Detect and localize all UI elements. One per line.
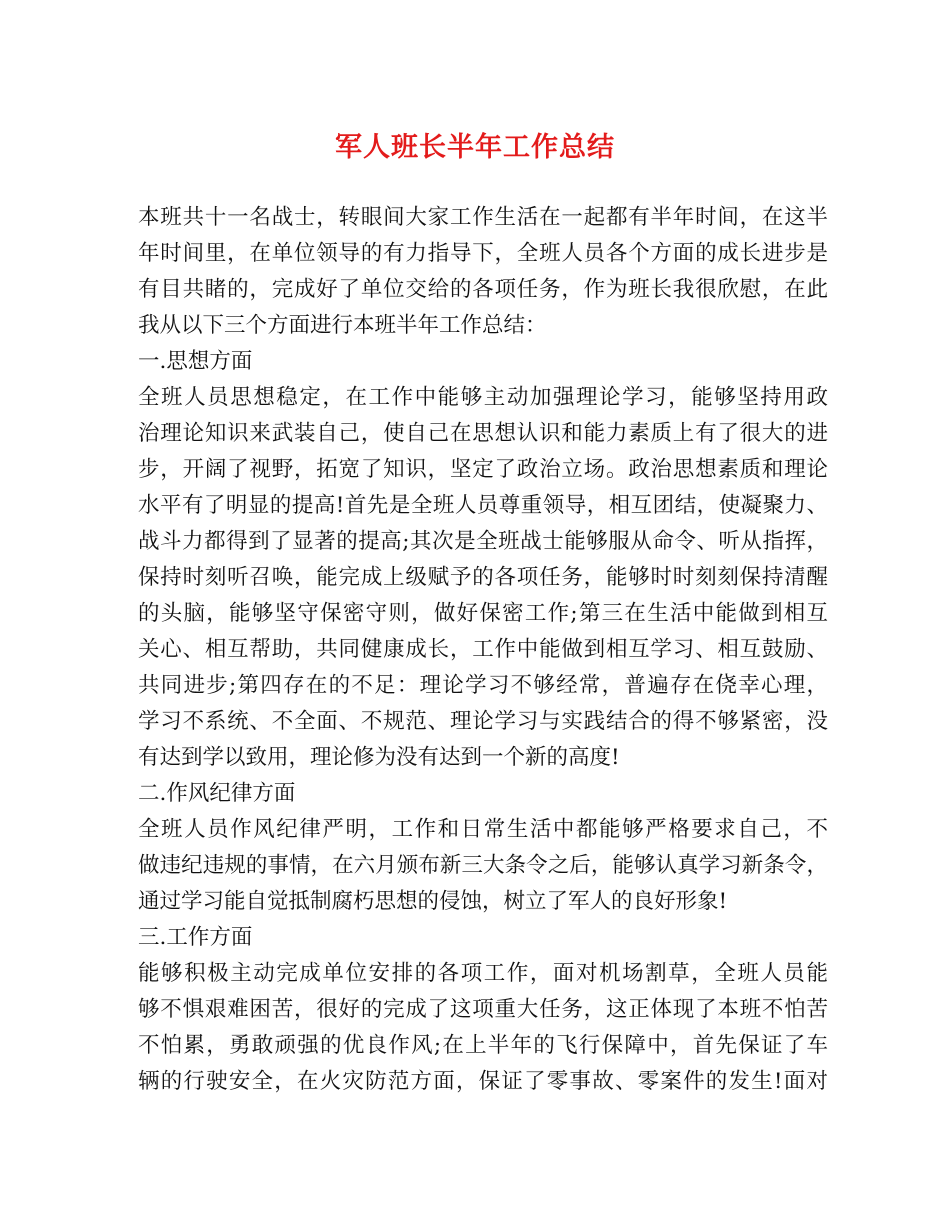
body-line: 能够积极主动完成单位安排的各项工作，面对机场割草，全班人员能: [138, 961, 828, 986]
section-heading: 一.思想方面: [138, 349, 253, 374]
body-line: 全班人员思想稳定，在工作中能够主动加强理论学习，能够坚持用政: [138, 385, 828, 410]
body-line: 做违纪违规的事情，在六月颁布新三大条令之后，能够认真学习新条令，: [138, 853, 828, 878]
body-line: 治理论知识来武装自己，使自己在思想认识和能力素质上有了很大的进: [138, 421, 828, 446]
body-line: 辆的行驶安全，在火灾防范方面，保证了零事故、零案件的发生!面对: [138, 1069, 828, 1094]
document-title: 军人班长半年工作总结: [335, 132, 615, 163]
body-line: 我从以下三个方面进行本班半年工作总结：: [138, 313, 547, 338]
body-line: 本班共十一名战士，转眼间大家工作生活在一起都有半年时间，在这半: [138, 205, 828, 230]
body-line: 水平有了明显的提高!首先是全班人员尊重领导，相互团结，使凝聚力、: [138, 493, 828, 518]
body-line: 步，开阔了视野，拓宽了知识，坚定了政治立场。政治思想素质和理论: [138, 457, 828, 482]
body-line: 共同进步;第四存在的不足：理论学习不够经常，普遍存在侥幸心理，: [138, 673, 828, 698]
body-line: 的头脑，能够坚守保密守则，做好保密工作;第三在生活中能做到相互: [138, 601, 828, 626]
body-line: 有目共睹的，完成好了单位交给的各项任务，作为班长我很欣慰，在此: [138, 277, 828, 302]
section-heading: 二.作风纪律方面: [138, 781, 296, 806]
body-line: 有达到学以致用，理论修为没有达到一个新的高度!: [138, 745, 620, 770]
body-line: 关心、相互帮助，共同健康成长，工作中能做到相互学习、相互鼓励、: [138, 637, 828, 662]
body-line: 学习不系统、不全面、不规范、理论学习与实践结合的得不够紧密，没: [138, 709, 828, 734]
body-line: 够不惧艰难困苦，很好的完成了这项重大任务，这正体现了本班不怕苦: [138, 997, 828, 1022]
body-line: 不怕累，勇敢顽强的优良作风;在上半年的飞行保障中，首先保证了车: [138, 1033, 828, 1058]
body-line: 通过学习能自觉抵制腐朽思想的侵蚀，树立了军人的良好形象!: [138, 889, 728, 914]
body-line: 保持时刻听召唤，能完成上级赋予的各项任务，能够时时刻刻保持清醒: [138, 565, 828, 590]
body-line: 战斗力都得到了显著的提高;其次是全班战士能够服从命令、听从指挥，: [138, 529, 828, 554]
body-line: 全班人员作风纪律严明，工作和日常生活中都能够严格要求自己，不: [138, 817, 828, 842]
body-line: 年时间里，在单位领导的有力指导下，全班人员各个方面的成长进步是: [138, 241, 828, 266]
section-heading: 三.工作方面: [138, 925, 253, 950]
